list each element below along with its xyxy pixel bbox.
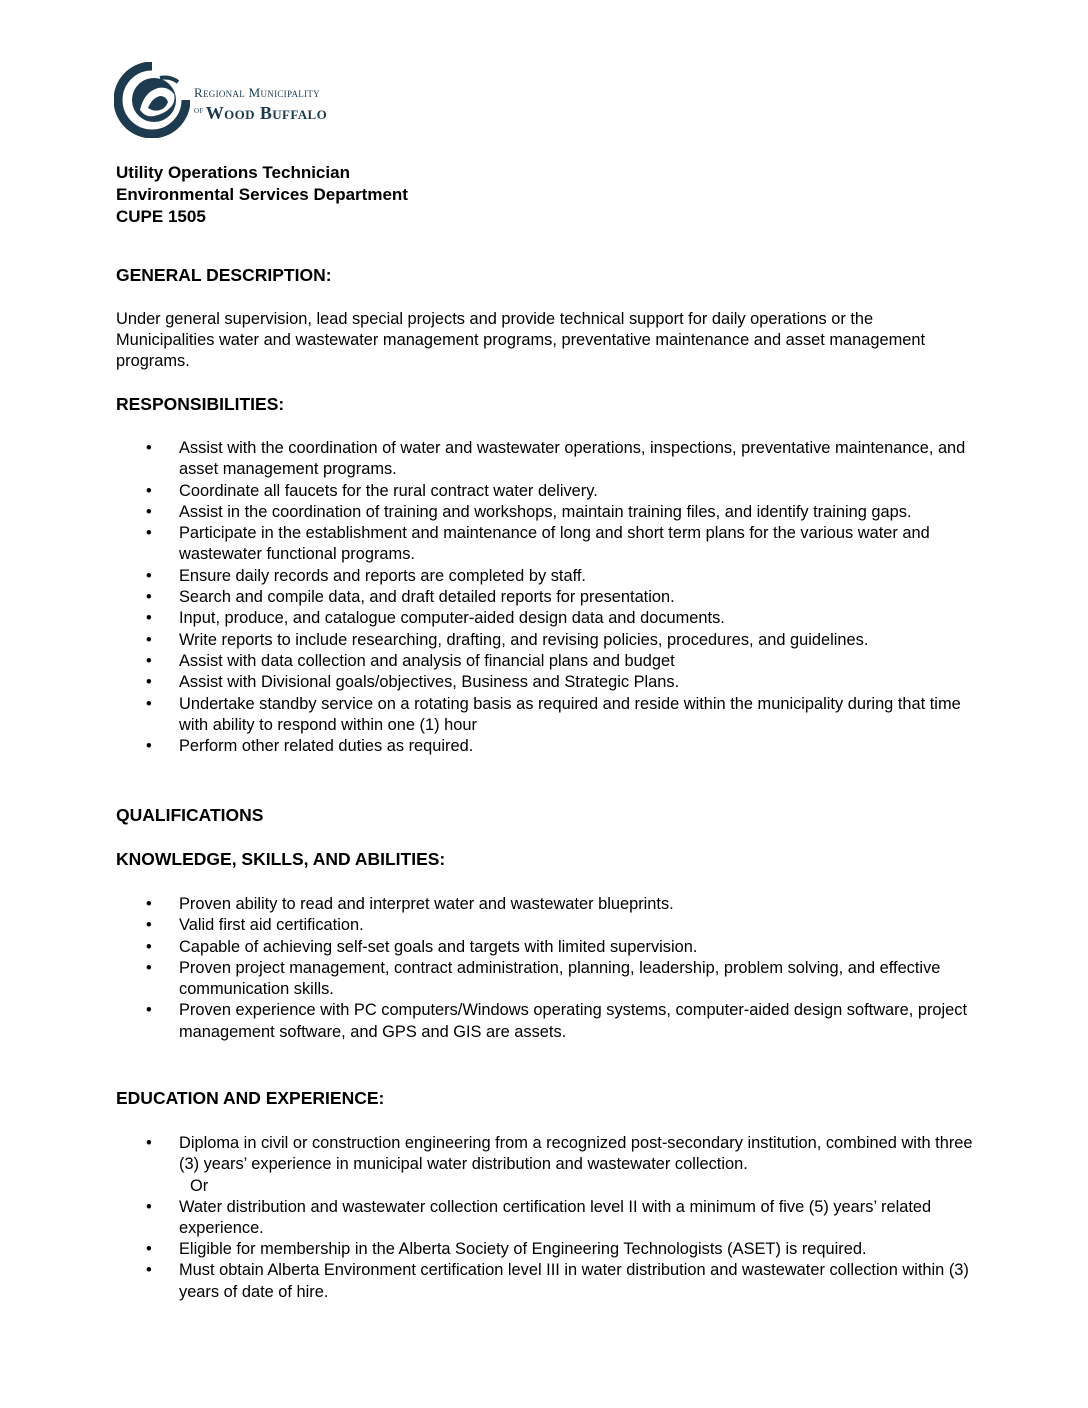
list-item-text: Valid first aid certification.	[179, 916, 364, 935]
list-item-text: Eligible for membership in the Alberta Society of Engineering Technologists (ASET) is required.	[179, 1240, 867, 1259]
list-item	[0, 958, 989, 1001]
bullet-icon: •	[146, 1001, 152, 1020]
list-item	[0, 672, 989, 693]
bullet-icon: •	[146, 937, 152, 956]
bullet-icon: •	[146, 958, 152, 977]
list-item-text: Proven project management, contract administration, planning, leadership, problem solving, and effective communication skills.	[179, 958, 941, 999]
general-description-text: Under general supervision, lead special projects and provide technical support for daily operations or the Municipalities water and wastewater management programs, preventative maintenance and asset management programs.	[116, 310, 926, 370]
list-item-text: Assist with the coordination of water and wastewater operations, inspections, preventative maintenance, and asset management programs.	[179, 439, 966, 479]
list-item	[0, 502, 989, 523]
list-item-text: Assist in the coordination of training and workshops, maintain training files, and identify training gaps.	[179, 502, 912, 521]
list-item	[0, 608, 989, 629]
bullet-icon: •	[146, 1134, 152, 1152]
list-item-text: Undertake standby service on a rotating basis as required and reside within the municipality during that time with ability to respond within one (1) hour	[179, 694, 961, 734]
logo-text-wood-buffalo	[194, 103, 327, 124]
list-item-text: Diploma in civil or construction engineering from a recognized post-secondary institution, combined with three (3) years’ experience in municipal water distribution and wastewater collection.	[179, 1134, 973, 1174]
responsibilities-heading: RESPONSIBILITIES:	[116, 394, 285, 414]
list-item	[0, 694, 989, 737]
responsibilities-list	[0, 438, 989, 757]
or-separator: Or	[190, 1176, 209, 1195]
bison-emblem-icon	[114, 62, 190, 138]
list-item-text: Water distribution and wastewater collection certification level II with a minimum of five (5) years’ related experience.	[179, 1197, 932, 1237]
list-item-text: Proven ability to read and interpret water and wastewater blueprints.	[179, 895, 674, 913]
ksa-list	[0, 894, 989, 1043]
logo-text-regional-municipality: Regional Municipality	[194, 85, 320, 100]
department-name: Environmental Services Department	[116, 185, 408, 204]
list-item	[0, 566, 989, 587]
logo-text-of: of	[194, 105, 204, 116]
bullet-icon: •	[146, 895, 152, 913]
list-item	[0, 894, 989, 915]
list-item	[0, 1000, 989, 1043]
general-description-heading: GENERAL DESCRIPTION:	[116, 265, 332, 285]
list-item-text: Perform other related duties as required.	[179, 737, 474, 756]
bullet-icon: •	[146, 1240, 152, 1259]
logo-text-name: Wood Buffalo	[205, 103, 328, 123]
list-item-text: Capable of achieving self-set goals and targets with limited supervision.	[179, 937, 698, 956]
bullet-icon: •	[146, 694, 152, 713]
list-item-text: Assist with Divisional goals/objectives, Business and Strategic Plans.	[179, 673, 680, 692]
list-item	[0, 1133, 989, 1176]
bullet-icon: •	[146, 566, 152, 585]
bullet-icon: •	[146, 481, 152, 500]
bullet-icon: •	[146, 1197, 152, 1216]
list-item	[0, 937, 989, 958]
list-item	[0, 481, 989, 502]
qualifications-heading: QUALIFICATIONS	[116, 805, 264, 825]
list-item	[0, 587, 989, 608]
bullet-icon: •	[146, 737, 152, 756]
list-item	[0, 915, 989, 936]
bullet-icon: •	[146, 609, 152, 628]
list-item-text: Participate in the establishment and maintenance of long and short term plans for the various water and wastewater functional programs.	[179, 524, 930, 564]
education-heading: EDUCATION AND EXPERIENCE:	[116, 1088, 385, 1108]
list-item-text: Search and compile data, and draft detailed reports for presentation.	[179, 588, 675, 607]
education-list	[0, 1133, 1000, 1303]
job-title: Utility Operations Technician	[116, 163, 350, 182]
bullet-icon: •	[146, 588, 152, 607]
bullet-icon: •	[146, 524, 152, 543]
list-item	[0, 651, 989, 672]
list-item	[0, 1197, 989, 1240]
bullet-icon: •	[146, 502, 152, 521]
bullet-icon: •	[146, 916, 152, 935]
list-item	[0, 1239, 989, 1260]
municipality-logo	[114, 62, 374, 142]
union-local: CUPE 1505	[116, 207, 206, 226]
list-item-text: Write reports to include researching, drafting, and revising policies, procedures, and guidelines.	[179, 630, 869, 649]
list-item	[0, 438, 989, 481]
list-item	[0, 630, 989, 651]
list-item-text: Assist with data collection and analysis of financial plans and budget	[179, 651, 675, 670]
bullet-icon: •	[146, 439, 152, 457]
list-item-text: Must obtain Alberta Environment certification level III in water distribution and wastewater collection within (3) years of date of hire.	[179, 1261, 969, 1301]
list-item	[0, 523, 989, 566]
list-item-text: Coordinate all faucets for the rural contract water delivery.	[179, 481, 598, 500]
list-item	[0, 736, 989, 757]
list-item-text: Input, produce, and catalogue computer-aided design data and documents.	[179, 609, 725, 628]
list-item	[0, 1260, 989, 1303]
bullet-icon: •	[146, 651, 152, 670]
bullet-icon: •	[146, 630, 152, 649]
job-title-block	[116, 162, 408, 228]
list-item-text: Ensure daily records and reports are completed by staff.	[179, 566, 586, 585]
list-item-text: Proven experience with PC computers/Windows operating systems, computer-aided design software, project management software, and GPS and GIS are assets.	[179, 1001, 968, 1041]
bullet-icon: •	[146, 673, 152, 692]
ksa-heading: KNOWLEDGE, SKILLS, AND ABILITIES:	[116, 849, 446, 869]
bullet-icon: •	[146, 1261, 152, 1280]
